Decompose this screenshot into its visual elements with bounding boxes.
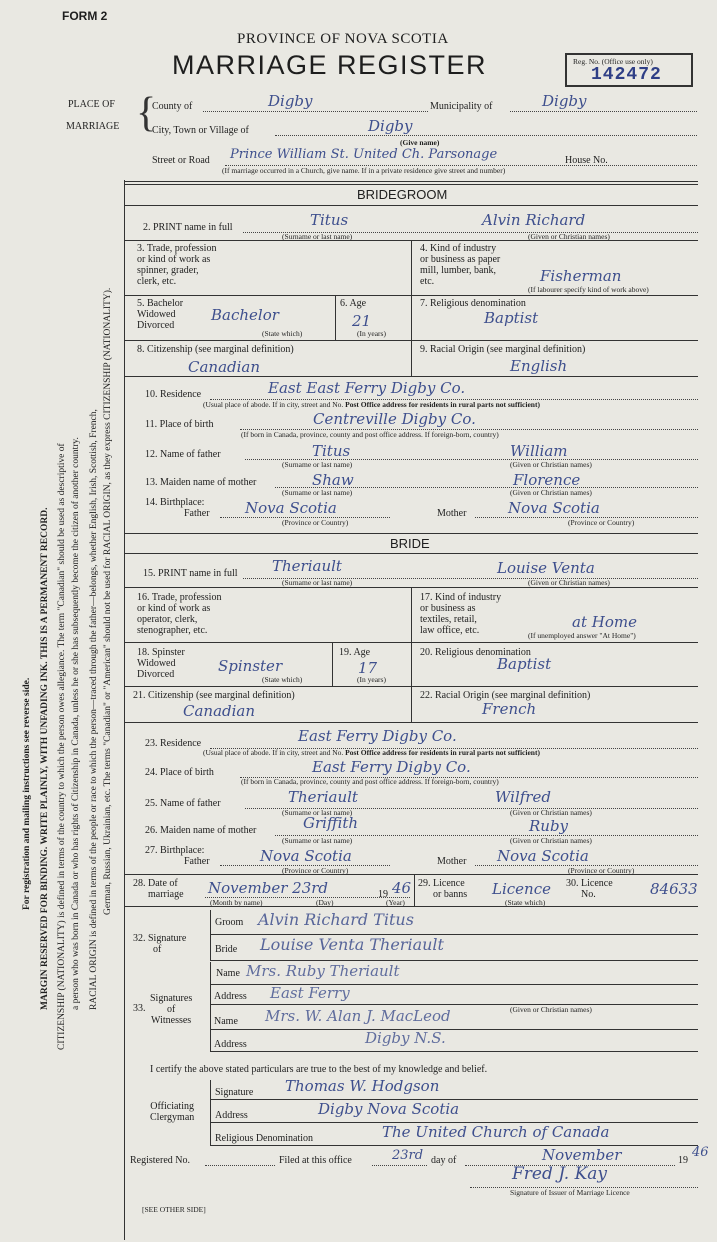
bride-birthplace-parents-label: 27. Birthplace:: [145, 845, 205, 856]
groom-given-note: (Given or Christian names): [528, 232, 610, 241]
groom-father-given-note: (Given or Christian names): [510, 460, 592, 469]
bride-residence: East Ferry Digby Co.: [298, 727, 457, 745]
marriage-year-prefix: 19: [378, 889, 388, 900]
groom-industry: Fisherman: [540, 267, 622, 285]
signature-of-label: 32. Signature of: [133, 933, 187, 955]
give-name-note: (Give name): [400, 138, 440, 147]
bride-mother-label: 26. Maiden name of mother: [145, 825, 257, 836]
day-note: (Day): [316, 898, 334, 907]
bride-birthplace: East Ferry Digby Co.: [312, 758, 471, 776]
bride-given: Louise Venta: [497, 559, 595, 577]
bride-birth-note: (If born in Canada, province, county and post office address. If foreign-born, country): [241, 777, 499, 786]
margin-citizenship-def: CITIZENSHIP (NATIONALITY) is defined in terms of the country to which the person owes allegiance. The term "Canadian" should be used as descriptive of: [57, 443, 67, 1050]
groom-sig-label: Groom: [215, 917, 244, 928]
groom-surname-note: (Surname or last name): [282, 232, 353, 241]
bride-home-note: (If unemployed answer "At Home"): [528, 631, 636, 640]
groom-industry-label: 4. Kind of industry or business as paper mill, lumber, bank, etc.: [420, 243, 501, 287]
groom-father-given: William: [510, 442, 568, 460]
bride-father-surname: Theriault: [288, 788, 358, 806]
licence-no-label: 30. Licence No.: [566, 878, 613, 900]
bride-mother-given: Ruby: [529, 817, 569, 835]
clergy-denomination: The United Church of Canada: [382, 1123, 610, 1141]
groom-residence-note: (Usual place of abode. If in city, street and No. Post Office address for residents in rural parts not sufficient): [203, 400, 540, 409]
groom-father-birth: Nova Scotia: [245, 499, 337, 517]
bride-origin-label: 22. Racial Origin (see marginal definition): [420, 690, 591, 701]
bride-age-label: 19. Age: [339, 647, 371, 658]
w2-address-label: Address: [214, 1039, 247, 1050]
groom-father-prov-note: (Province or Country): [282, 518, 349, 527]
street-label: Street or Road: [152, 155, 210, 166]
filed-month: November: [542, 1146, 622, 1164]
officiating-label: Officiating Clergyman: [150, 1101, 195, 1123]
bride-mother-birth-label: Mother: [437, 856, 467, 867]
groom-citizenship-label: 8. Citizenship (see marginal definition): [137, 344, 294, 355]
form-number: FORM 2: [62, 9, 108, 23]
filed-year-prefix: 19: [678, 1155, 688, 1166]
groom-print-label: 2. PRINT name in full: [143, 222, 233, 233]
witness1-address: East Ferry: [270, 984, 350, 1002]
page-title: MARRIAGE REGISTER: [172, 50, 488, 80]
county-value: Digby: [268, 92, 313, 110]
filed-label: Filed at this office: [279, 1155, 352, 1166]
bride-father-label: 25. Name of father: [145, 798, 221, 809]
groom-trade-label: 3. Trade, profession or kind of work as spinner, grader, clerk, etc.: [137, 243, 217, 287]
licence-no: 84633: [650, 880, 698, 898]
year-note: (Year): [386, 898, 405, 907]
bride-father-surname-note: (Surname or last name): [282, 808, 353, 817]
groom-labourer-note: (If labourer specify kind of work above): [528, 285, 649, 294]
issuer-signature: Fred J. Kay: [512, 1164, 608, 1184]
groom-father-label: 12. Name of father: [145, 449, 221, 460]
groom-years-note: (In years): [357, 329, 386, 338]
bride-citizenship-label: 21. Citizenship (see marginal definition): [133, 690, 295, 701]
bride-residence-label: 23. Residence: [145, 738, 202, 749]
bride-age: 17: [358, 659, 378, 677]
bride-given-note: (Given or Christian names): [528, 578, 610, 587]
groom-mother-surname-note: (Surname or last name): [282, 488, 353, 497]
witness-number: 33.: [133, 1003, 146, 1014]
groom-mother-given-note: (Given or Christian names): [510, 488, 592, 497]
bride-mother-surname: Griffith: [303, 814, 359, 832]
bride-father-birth: Nova Scotia: [260, 847, 352, 865]
groom-origin: English: [510, 357, 568, 375]
bride-origin: French: [482, 700, 537, 718]
bride-mother-birth: Nova Scotia: [497, 847, 589, 865]
county-label: County of: [152, 101, 193, 112]
municipality-value: Digby: [542, 92, 587, 110]
bride-mother-prov-note: (Province or Country): [568, 866, 635, 875]
bride-father-prov-note: (Province or Country): [282, 866, 349, 875]
bride-industry-label: 17. Kind of industry or business as textiles, retail, law office, etc.: [420, 592, 502, 636]
groom-status-label: 5. Bachelor Widowed Divorced: [137, 298, 184, 331]
w2-name-label: Name: [214, 1016, 238, 1027]
bridegroom-heading: BRIDEGROOM: [357, 187, 448, 202]
place-brace: {: [136, 90, 157, 136]
margin-citizenship-def-2: a person who was born in Canada or who has rights of Citizenship in Canada, unless he or she has subsequently become the citizen of another country.: [71, 437, 81, 1010]
city-value: Digby: [368, 117, 413, 135]
state-which-note: (State which): [505, 898, 546, 907]
bride-years-note: (In years): [357, 675, 386, 684]
bride-mother-given-note: (Given or Christian names): [510, 836, 592, 845]
groom-birth-note: (If born in Canada, province, county and post office address. If foreign-born, country): [241, 430, 499, 439]
licence-banns-value: Licence: [492, 880, 551, 898]
groom-residence-label: 10. Residence: [145, 389, 202, 400]
groom-mother-label: 13. Maiden name of mother: [145, 477, 257, 488]
day-of-label: day of: [431, 1155, 457, 1166]
w1-given-note: (Given or Christian names): [510, 1005, 592, 1014]
issuer-label: Signature of Issuer of Marriage Licence: [510, 1188, 630, 1197]
groom-residence: East East Ferry Digby Co.: [268, 379, 466, 397]
municipality-label: Municipality of: [430, 101, 493, 112]
witness2-address: Digby N.S.: [365, 1029, 446, 1047]
bride-sig-label: Bride: [215, 944, 238, 955]
clergy-address-label: Address: [215, 1110, 248, 1121]
marriage-year: 46: [392, 879, 412, 897]
bride-father-given-note: (Given or Christian names): [510, 808, 592, 817]
groom-state-note: (State which): [262, 329, 303, 338]
witness1-name: Mrs. Ruby Theriault: [246, 962, 400, 980]
groom-father-surname-note: (Surname or last name): [282, 460, 353, 469]
bride-religion: Baptist: [497, 655, 552, 673]
filed-day: 23rd: [392, 1148, 424, 1163]
bride-surname: Theriault: [272, 557, 342, 575]
bride-signature: Louise Venta Theriault: [260, 935, 444, 954]
groom-religion-label: 7. Religious denomination: [420, 298, 526, 309]
groom-mother-birth-label: Mother: [437, 508, 467, 519]
bride-status-label: 18. Spinster Widowed Divorced: [137, 647, 185, 680]
groom-given: Alvin Richard: [482, 211, 586, 229]
bride-print-label: 15. PRINT name in full: [143, 568, 238, 579]
groom-surname: Titus: [310, 211, 349, 229]
bride-religion-label: 20. Religious denomination: [420, 647, 531, 658]
bride-industry: at Home: [572, 613, 637, 631]
margin-racial-def: RACIAL ORIGIN is defined in terms of the people or race to which the person—traced through the father—belongs, whether English, Irish, Scottish, French,: [89, 409, 99, 1010]
street-note: (If marriage occurred in a Church, give name. If in a private residence give street and number): [222, 166, 506, 175]
house-label: House No.: [565, 155, 608, 166]
certify-text: I certify the above stated particulars are true to the best of my knowledge and belief.: [150, 1064, 488, 1075]
groom-signature: Alvin Richard Titus: [258, 910, 414, 929]
bride-trade-label: 16. Trade, profession or kind of work as operator, clerk, stenographer, etc.: [137, 592, 222, 636]
groom-birthplace-label: 11. Place of birth: [145, 419, 214, 430]
bride-mother-surname-note: (Surname or last name): [282, 836, 353, 845]
marriage-date-label: 28. Date of marriage: [133, 878, 184, 900]
bride-residence-note: (Usual place of abode. If in city, street and No. Post Office address for residents in rural parts not sufficient): [203, 748, 540, 757]
marriage-label: MARRIAGE: [66, 121, 120, 132]
clergy-sig-label: Signature: [215, 1087, 254, 1098]
place-of-label: PLACE OF: [68, 99, 115, 110]
groom-birthplace-parents-label: 14. Birthplace:: [145, 497, 205, 508]
filed-year: 46: [692, 1145, 709, 1160]
witness2-name: Mrs. W. Alan J. MacLeod: [265, 1007, 451, 1025]
month-note: (Month by name): [210, 898, 263, 907]
groom-mother-given: Florence: [513, 471, 581, 489]
reg-number: 142472: [591, 65, 662, 85]
city-label: City, Town or Village of: [152, 125, 249, 136]
reg-number-label: Reg. No. (Office use only): [573, 57, 653, 66]
groom-status: Bachelor: [211, 306, 279, 324]
bride-father-birth-label: Father: [184, 856, 210, 867]
bride-status: Spinster: [218, 657, 283, 675]
clergy-address: Digby Nova Scotia: [318, 1100, 460, 1118]
w1-name-label: Name: [216, 968, 240, 979]
bride-surname-note: (Surname or last name): [282, 578, 353, 587]
groom-age-label: 6. Age: [340, 298, 367, 309]
groom-father-birth-label: Father: [184, 508, 210, 519]
groom-mother-prov-note: (Province or Country): [568, 518, 635, 527]
groom-mother-birth: Nova Scotia: [508, 499, 600, 517]
bride-citizenship: Canadian: [183, 702, 256, 720]
bride-birthplace-label: 24. Place of birth: [145, 767, 214, 778]
groom-birthplace: Centreville Digby Co.: [313, 410, 476, 428]
groom-age: 21: [352, 312, 372, 330]
clergy-signature: Thomas W. Hodgson: [285, 1077, 440, 1095]
witness-label: Signatures of Witnesses: [150, 993, 193, 1026]
bride-state-note: (State which): [262, 675, 303, 684]
bride-heading: BRIDE: [390, 536, 430, 551]
groom-father-surname: Titus: [312, 442, 351, 460]
groom-citizenship: Canadian: [188, 358, 261, 376]
w1-address-label: Address: [214, 991, 247, 1002]
street-value: Prince William St. United Ch. Parsonage: [230, 147, 498, 162]
denomination-label: Religious Denomination: [215, 1133, 314, 1144]
margin-binding-note: MARGIN RESERVED FOR BINDING. WRITE PLAINLY, WITH UNFADING INK. THIS IS A PERMANENT RECORD.: [40, 507, 50, 1010]
licence-banns-label: 29. Licence or banns: [418, 878, 468, 900]
registered-label: Registered No.: [130, 1155, 190, 1166]
groom-origin-label: 9. Racial Origin (see marginal definition): [420, 344, 586, 355]
margin-racial-def-2: German, Russian, Ukrainian, etc. The terms "Canadian" or "American" should not be used for RACIAL ORIGIN, as they express CITIZENSHIP (NATIONALITY).: [103, 287, 113, 915]
see-other-side: [SEE OTHER SIDE]: [142, 1205, 206, 1214]
bride-father-given: Wilfred: [495, 788, 551, 806]
province-heading: PROVINCE OF NOVA SCOTIA: [237, 31, 449, 47]
reg-number-box: [565, 53, 693, 87]
groom-mother-surname: Shaw: [312, 471, 354, 489]
groom-religion: Baptist: [484, 309, 539, 327]
margin-instructions: For registration and mailing instructions see reverse side.: [22, 677, 32, 910]
marriage-month-day: November 23rd: [208, 879, 329, 897]
